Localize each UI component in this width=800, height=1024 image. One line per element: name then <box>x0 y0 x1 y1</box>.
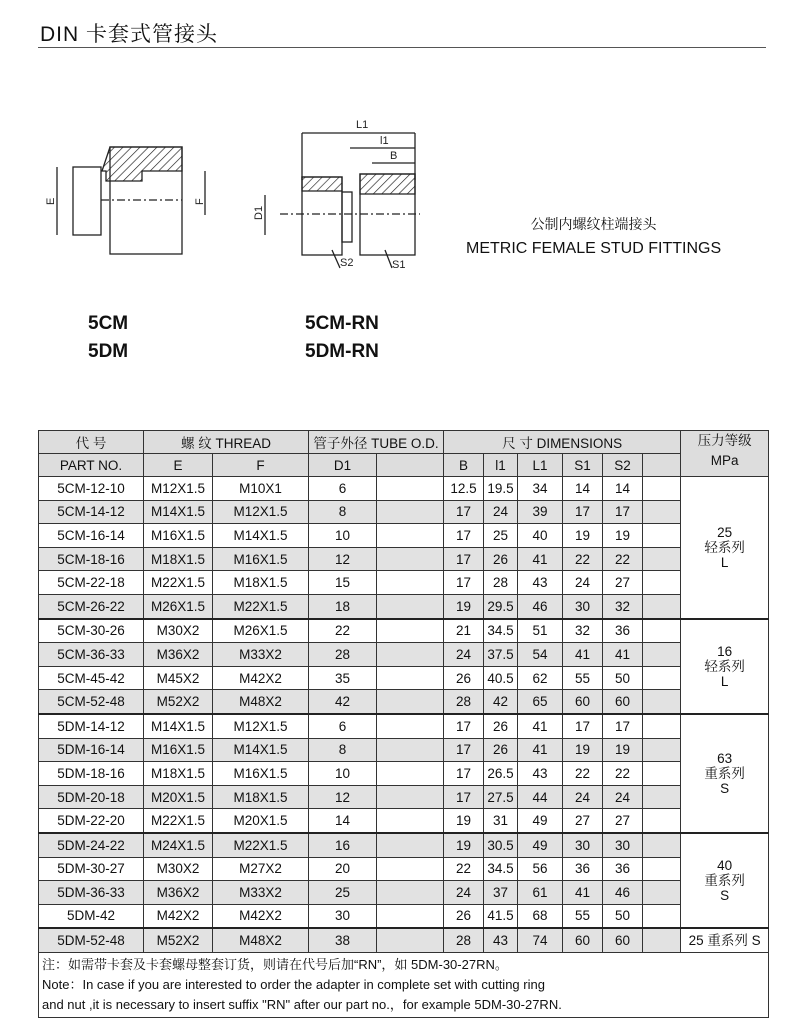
table-cell <box>377 928 444 952</box>
table-cell: 28 <box>309 643 377 667</box>
table-cell: 6 <box>309 477 377 501</box>
table-row <box>39 738 769 762</box>
table-cell: 19.5 <box>484 477 518 501</box>
female-stud-rn-drawing <box>253 119 420 271</box>
table-cell: 18 <box>309 594 377 618</box>
table-cell <box>377 881 444 905</box>
table-cell: M36X2 <box>144 881 213 905</box>
table-cell: 17 <box>563 500 603 524</box>
table-row <box>39 500 769 524</box>
table-cell <box>377 809 444 833</box>
pressure-class-cell: 40 重系列 S <box>681 833 769 928</box>
table-row <box>39 619 769 643</box>
table-cell: 5CM-45-42 <box>39 666 144 690</box>
table-cell: 36 <box>603 857 643 881</box>
col-code: 代 号 <box>39 431 144 454</box>
table-cell: 25 <box>309 881 377 905</box>
table-cell: 5DM-42 <box>39 904 144 928</box>
table-cell: 17 <box>603 500 643 524</box>
table-cell: 5CM-36-33 <box>39 643 144 667</box>
table-cell: 12 <box>309 547 377 571</box>
model-labels-left <box>88 310 128 366</box>
pressure-class-cell: 25 重系列 S <box>681 928 769 952</box>
table-cell: 17 <box>444 714 484 738</box>
table-cell: 43 <box>484 928 518 952</box>
table-cell: 22 <box>563 762 603 786</box>
table-cell: 54 <box>518 643 563 667</box>
table-cell <box>643 594 681 618</box>
table-cell: 30 <box>563 833 603 857</box>
table-cell <box>643 785 681 809</box>
table-cell: M10X1 <box>213 477 309 501</box>
table-cell: 41.5 <box>484 904 518 928</box>
table-cell: M48X2 <box>213 690 309 714</box>
subheader-cell: D1 <box>309 454 377 477</box>
table-cell: M22X1.5 <box>213 594 309 618</box>
table-cell: 56 <box>518 857 563 881</box>
table-row <box>39 477 769 501</box>
table-cell: M12X1.5 <box>144 477 213 501</box>
subheader-cell <box>643 454 681 477</box>
table-cell: 5CM-22-18 <box>39 571 144 595</box>
order-note: 注：如需带卡套及卡套螺母整套订货，则请在代号后加“RN”，如 5DM-30-27RN。 Note：In case if you are interested to order the adapter in complete set with cutting ring and nut ,it is necessary to insert suffix "RN" after our part no.，for example 5DM-30-27RN. <box>39 952 769 1017</box>
table-cell: 65 <box>518 690 563 714</box>
fitting-drawings <box>0 100 440 300</box>
table-cell <box>643 738 681 762</box>
table-cell: 5CM-16-14 <box>39 524 144 548</box>
table-cell: 5CM-30-26 <box>39 619 144 643</box>
table-cell: 19 <box>444 594 484 618</box>
table-cell: 55 <box>563 666 603 690</box>
table-cell: 22 <box>444 857 484 881</box>
table-cell: 5DM-14-12 <box>39 714 144 738</box>
table-cell: 40.5 <box>484 666 518 690</box>
table-cell: 19 <box>444 809 484 833</box>
table-cell: 32 <box>563 619 603 643</box>
table-cell: 50 <box>603 904 643 928</box>
table-cell: M22X1.5 <box>144 571 213 595</box>
table-cell <box>643 500 681 524</box>
table-cell: 36 <box>563 857 603 881</box>
table-cell: M14X1.5 <box>213 738 309 762</box>
subheader-cell: F <box>213 454 309 477</box>
table-cell: 24 <box>484 500 518 524</box>
header-row-2 <box>39 454 769 477</box>
table-cell: 12.5 <box>444 477 484 501</box>
svg-text:D1: D1 <box>253 205 265 220</box>
table-row <box>39 809 769 833</box>
table-cell <box>643 666 681 690</box>
table-cell: M45X2 <box>144 666 213 690</box>
table-cell: 74 <box>518 928 563 952</box>
svg-text:S1: S1 <box>392 259 406 271</box>
table-cell: 49 <box>518 833 563 857</box>
table-cell: 42 <box>484 690 518 714</box>
table-cell: 24 <box>444 881 484 905</box>
table-cell <box>643 857 681 881</box>
model-labels-right <box>305 310 379 366</box>
table-cell: 19 <box>563 738 603 762</box>
table-cell <box>377 833 444 857</box>
table-cell: 40 <box>518 524 563 548</box>
table-cell: 26 <box>484 714 518 738</box>
table-cell <box>377 477 444 501</box>
table-cell: 5DM-16-14 <box>39 738 144 762</box>
table-cell: 14 <box>309 809 377 833</box>
subheader-cell: S1 <box>563 454 603 477</box>
table-cell <box>377 619 444 643</box>
subheader-cell: B <box>444 454 484 477</box>
table-cell: M18X1.5 <box>144 547 213 571</box>
table-cell <box>377 643 444 667</box>
table-cell: M48X2 <box>213 928 309 952</box>
table-cell: 15 <box>309 571 377 595</box>
table-cell: 26 <box>444 666 484 690</box>
female-stud-drawing <box>45 147 206 254</box>
subheader-cell: l1 <box>484 454 518 477</box>
subheader-cell <box>377 454 444 477</box>
page-title: DIN 卡套式管接头 <box>40 23 218 46</box>
table-cell: 34.5 <box>484 857 518 881</box>
table-cell: 5DM-22-20 <box>39 809 144 833</box>
table-cell: M14X1.5 <box>144 714 213 738</box>
table-cell: 30 <box>309 904 377 928</box>
table-cell <box>643 571 681 595</box>
table-cell: M26X1.5 <box>213 619 309 643</box>
table-row <box>39 524 769 548</box>
table-cell <box>377 690 444 714</box>
table-cell: 27 <box>563 809 603 833</box>
table-cell: 22 <box>563 547 603 571</box>
title-divider <box>38 47 766 48</box>
table-cell <box>643 477 681 501</box>
table-cell: 5DM-20-18 <box>39 785 144 809</box>
table-cell <box>643 643 681 667</box>
table-cell <box>643 690 681 714</box>
table-cell: 5DM-36-33 <box>39 881 144 905</box>
table-cell: 68 <box>518 904 563 928</box>
table-cell: 42 <box>309 690 377 714</box>
table-cell: 5DM-24-22 <box>39 833 144 857</box>
table-cell: 17 <box>444 571 484 595</box>
table-cell: M22X1.5 <box>213 833 309 857</box>
table-cell: 60 <box>563 690 603 714</box>
table-row <box>39 666 769 690</box>
table-row <box>39 857 769 881</box>
notes-row <box>39 952 769 1017</box>
table-cell: 17 <box>444 524 484 548</box>
table-cell: 43 <box>518 762 563 786</box>
table-cell: 22 <box>309 619 377 643</box>
table-row <box>39 833 769 857</box>
table-cell: M16X1.5 <box>144 738 213 762</box>
svg-text:L1: L1 <box>356 119 369 131</box>
table-cell: 28 <box>484 571 518 595</box>
table-cell: 28 <box>444 928 484 952</box>
table-cell: 12 <box>309 785 377 809</box>
table-row <box>39 904 769 928</box>
table-cell: M16X1.5 <box>213 762 309 786</box>
table-cell <box>643 547 681 571</box>
table-cell: 14 <box>563 477 603 501</box>
table-cell: M26X1.5 <box>144 594 213 618</box>
table-cell: 46 <box>518 594 563 618</box>
table-cell: 8 <box>309 500 377 524</box>
table-cell: 17 <box>563 714 603 738</box>
table-cell: 29.5 <box>484 594 518 618</box>
table-cell: 25 <box>484 524 518 548</box>
table-cell: 19 <box>603 524 643 548</box>
table-cell: 19 <box>444 833 484 857</box>
table-cell: M14X1.5 <box>213 524 309 548</box>
table-cell: 31 <box>484 809 518 833</box>
table-cell: 14 <box>603 477 643 501</box>
table-row <box>39 690 769 714</box>
table-cell: M12X1.5 <box>213 500 309 524</box>
header-row-1 <box>39 431 769 454</box>
table-cell: M30X2 <box>144 619 213 643</box>
table-cell <box>643 833 681 857</box>
table-cell: 50 <box>603 666 643 690</box>
table-cell: 30 <box>603 833 643 857</box>
table-cell: M42X2 <box>213 666 309 690</box>
table-cell: 60 <box>563 928 603 952</box>
table-cell <box>377 666 444 690</box>
table-row <box>39 547 769 571</box>
table-cell: 30 <box>563 594 603 618</box>
table-cell: 60 <box>603 690 643 714</box>
table-cell: 41 <box>563 881 603 905</box>
table-cell: 34 <box>518 477 563 501</box>
table-cell: 30.5 <box>484 833 518 857</box>
table-cell: 5CM-14-12 <box>39 500 144 524</box>
table-cell <box>643 619 681 643</box>
dimensions-table <box>38 430 769 1018</box>
table-cell: 17 <box>603 714 643 738</box>
table-cell <box>377 524 444 548</box>
table-cell: M52X2 <box>144 690 213 714</box>
table-cell: 5CM-26-22 <box>39 594 144 618</box>
table-cell <box>377 547 444 571</box>
table-cell: 37 <box>484 881 518 905</box>
table-cell: 26.5 <box>484 762 518 786</box>
table-cell: 24 <box>444 643 484 667</box>
table-cell: 35 <box>309 666 377 690</box>
table-cell: M42X2 <box>144 904 213 928</box>
model-5cm: 5CM <box>88 313 129 334</box>
table-cell <box>643 881 681 905</box>
table-cell: M33X2 <box>213 643 309 667</box>
table-cell: 27 <box>603 809 643 833</box>
col-pressure: 压力等级 MPa <box>681 431 769 477</box>
table-cell: M18X1.5 <box>213 785 309 809</box>
table-cell: 17 <box>444 785 484 809</box>
table-cell: 24 <box>563 785 603 809</box>
svg-text:l1: l1 <box>380 135 389 147</box>
table-cell: 28 <box>444 690 484 714</box>
table-cell: 51 <box>518 619 563 643</box>
table-cell: 39 <box>518 500 563 524</box>
table-cell <box>377 762 444 786</box>
table-cell: 41 <box>603 643 643 667</box>
table-cell: M18X1.5 <box>144 762 213 786</box>
table-cell: 20 <box>309 857 377 881</box>
table-cell: 26 <box>444 904 484 928</box>
table-cell <box>377 500 444 524</box>
table-cell: M14X1.5 <box>144 500 213 524</box>
table-cell: M18X1.5 <box>213 571 309 595</box>
table-cell: 17 <box>444 738 484 762</box>
table-row <box>39 928 769 952</box>
table-cell: 26 <box>484 547 518 571</box>
svg-text:E: E <box>45 197 57 205</box>
subheader-cell: S2 <box>603 454 643 477</box>
table-cell: 5DM-52-48 <box>39 928 144 952</box>
table-cell: 16 <box>309 833 377 857</box>
table-cell: 19 <box>603 738 643 762</box>
table-cell: M36X2 <box>144 643 213 667</box>
table-cell: 43 <box>518 571 563 595</box>
caption-en: METRIC FEMALE STUD FITTINGS <box>466 240 722 257</box>
table-cell <box>643 904 681 928</box>
table-cell: 17 <box>444 762 484 786</box>
table-cell: 41 <box>518 547 563 571</box>
table-cell: 46 <box>603 881 643 905</box>
pressure-class-cell: 16 轻系列 L <box>681 619 769 714</box>
subheader-cell: PART NO. <box>39 454 144 477</box>
table-row <box>39 571 769 595</box>
table-cell: M24X1.5 <box>144 833 213 857</box>
table-cell: 41 <box>518 738 563 762</box>
table-cell: 5DM-18-16 <box>39 762 144 786</box>
col-tube: 管子外径 TUBE O.D. <box>309 431 444 454</box>
table-cell: 41 <box>518 714 563 738</box>
table-cell: 38 <box>309 928 377 952</box>
model-5dm-rn: 5DM-RN <box>305 341 379 362</box>
table-cell: 24 <box>603 785 643 809</box>
table-cell: 5CM-18-16 <box>39 547 144 571</box>
table-cell: 17 <box>444 547 484 571</box>
col-dimensions: 尺 寸 DIMENSIONS <box>444 431 681 454</box>
table-cell: 24 <box>563 571 603 595</box>
table-row <box>39 643 769 667</box>
table-cell: 10 <box>309 762 377 786</box>
table-cell: 44 <box>518 785 563 809</box>
table-cell: 6 <box>309 714 377 738</box>
table-cell: 26 <box>484 738 518 762</box>
table-cell: M16X1.5 <box>144 524 213 548</box>
table-cell: M22X1.5 <box>144 809 213 833</box>
model-5dm: 5DM <box>88 341 129 362</box>
table-cell <box>643 762 681 786</box>
table-cell: 22 <box>603 762 643 786</box>
table-cell: M20X1.5 <box>213 809 309 833</box>
table-cell: 5CM-12-10 <box>39 477 144 501</box>
table-cell: 5CM-52-48 <box>39 690 144 714</box>
table-cell: 34.5 <box>484 619 518 643</box>
table-cell <box>377 594 444 618</box>
table-cell: M30X2 <box>144 857 213 881</box>
table-cell: 49 <box>518 809 563 833</box>
table-row <box>39 785 769 809</box>
table-cell: 8 <box>309 738 377 762</box>
subheader-cell: E <box>144 454 213 477</box>
table-cell: 37.5 <box>484 643 518 667</box>
caption-zh: 公制内螺纹柱端接头 <box>530 216 657 232</box>
table-cell: M52X2 <box>144 928 213 952</box>
product-caption <box>466 214 721 258</box>
table-cell <box>377 785 444 809</box>
table-cell: M33X2 <box>213 881 309 905</box>
table-cell: M12X1.5 <box>213 714 309 738</box>
table-cell: 19 <box>563 524 603 548</box>
subheader-cell: L1 <box>518 454 563 477</box>
table-cell: M27X2 <box>213 857 309 881</box>
table-cell: 27 <box>603 571 643 595</box>
table-cell: 22 <box>603 547 643 571</box>
table-cell <box>377 738 444 762</box>
pressure-class-cell: 25 轻系列 L <box>681 477 769 619</box>
table-cell <box>643 524 681 548</box>
table-row <box>39 881 769 905</box>
table-cell: 41 <box>563 643 603 667</box>
table-cell <box>377 857 444 881</box>
table-cell: 61 <box>518 881 563 905</box>
table-cell: 10 <box>309 524 377 548</box>
table-cell: M42X2 <box>213 904 309 928</box>
table-cell: 5DM-30-27 <box>39 857 144 881</box>
svg-text:S2: S2 <box>340 257 354 269</box>
table-cell: 60 <box>603 928 643 952</box>
table-cell: 36 <box>603 619 643 643</box>
table-cell <box>377 904 444 928</box>
table-cell: 55 <box>563 904 603 928</box>
table-row <box>39 762 769 786</box>
table-cell: 21 <box>444 619 484 643</box>
table-cell: M16X1.5 <box>213 547 309 571</box>
table-cell <box>643 809 681 833</box>
table-cell: M20X1.5 <box>144 785 213 809</box>
table-cell: 62 <box>518 666 563 690</box>
pressure-class-cell: 63 重系列 S <box>681 714 769 833</box>
table-cell: 17 <box>444 500 484 524</box>
table-cell: 27.5 <box>484 785 518 809</box>
table-cell: 32 <box>603 594 643 618</box>
table-cell <box>377 571 444 595</box>
table-cell <box>377 714 444 738</box>
svg-text:B: B <box>390 150 398 162</box>
table-row <box>39 594 769 618</box>
table-row <box>39 714 769 738</box>
model-5cm-rn: 5CM-RN <box>305 313 379 334</box>
svg-text:F: F <box>194 198 206 205</box>
table-cell <box>643 928 681 952</box>
table-cell <box>643 714 681 738</box>
col-thread: 螺 纹 THREAD <box>144 431 309 454</box>
